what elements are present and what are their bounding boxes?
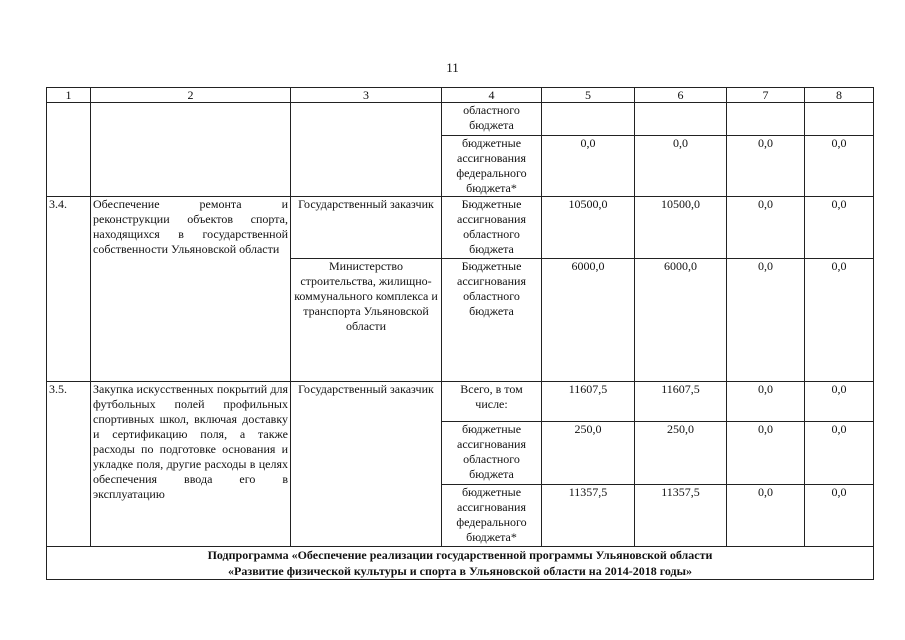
value-cell: 0,0 xyxy=(727,382,805,422)
column-header-row xyxy=(47,88,874,103)
item-number: 3.4. xyxy=(47,197,91,382)
funding-source-cell: Всего, в том числе: xyxy=(442,382,542,422)
value-cell: 10500,0 xyxy=(542,197,635,259)
value-cell: 0,0 xyxy=(542,136,635,197)
column-header: 7 xyxy=(727,88,805,103)
value-cell: 0,0 xyxy=(805,485,874,547)
table-cell xyxy=(91,103,291,197)
table-cell xyxy=(291,103,442,197)
page-number: 11 xyxy=(446,60,459,75)
value-cell: 250,0 xyxy=(542,422,635,485)
executor-cell: Государственный заказчик xyxy=(291,382,442,547)
value-cell: 11607,5 xyxy=(542,382,635,422)
value-cell: 0,0 xyxy=(805,422,874,485)
subprogram-title xyxy=(47,547,874,580)
column-header: 5 xyxy=(542,88,635,103)
table-row xyxy=(47,103,874,136)
value-cell: 0,0 xyxy=(635,136,727,197)
column-header: 3 xyxy=(291,88,442,103)
value-cell: 0,0 xyxy=(805,136,874,197)
value-cell: 6000,0 xyxy=(635,259,727,382)
value-cell: 0,0 xyxy=(727,485,805,547)
funding-source-cell: бюджетные ассигнования областного бюджета xyxy=(442,422,542,485)
value-cell: 11357,5 xyxy=(542,485,635,547)
subprogram-title-line: «Развитие физической культуры и спорта в Ульяновской области на 2014-2018 годы» xyxy=(228,564,692,578)
item-name: Обеспечение ремонта и реконструкции объектов спорта, находящихся в государственной собственности Ульяновской области xyxy=(91,197,291,382)
funding-source-cell: бюджетные ассигнования федерального бюджета* xyxy=(442,136,542,197)
value-cell: 6000,0 xyxy=(542,259,635,382)
value-cell: 10500,0 xyxy=(635,197,727,259)
value-cell: 0,0 xyxy=(805,259,874,382)
value-cell: 0,0 xyxy=(727,422,805,485)
value-cell xyxy=(542,103,635,136)
column-header: 2 xyxy=(91,88,291,103)
table-row xyxy=(47,197,874,259)
value-cell: 250,0 xyxy=(635,422,727,485)
column-header: 1 xyxy=(47,88,91,103)
funding-source-cell: Бюджетные ассигнования областного бюджета xyxy=(442,259,542,382)
subprogram-row xyxy=(47,547,874,580)
value-cell: 11357,5 xyxy=(635,485,727,547)
column-header: 4 xyxy=(442,88,542,103)
value-cell: 0,0 xyxy=(805,382,874,422)
column-header: 8 xyxy=(805,88,874,103)
subprogram-title-line: Подпрограмма «Обеспечение реализации государственной программы Ульяновской области xyxy=(207,548,713,562)
item-name: Закупка искусственных покрытий для футбольных полей профильных спортивных школ, включая доставку и сертификацию поля, а также расходы по подготовке основания и укладке поля, другие расходы в целях обеспечения ввода его в эксплуатацию xyxy=(91,382,291,547)
funding-source-cell: областного бюджета xyxy=(442,103,542,136)
value-cell: 0,0 xyxy=(727,197,805,259)
column-header: 6 xyxy=(635,88,727,103)
value-cell: 0,0 xyxy=(727,136,805,197)
value-cell: 11607,5 xyxy=(635,382,727,422)
item-number: 3.5. xyxy=(47,382,91,547)
budget-table xyxy=(46,87,874,580)
funding-source-cell: бюджетные ассигнования федерального бюджета* xyxy=(442,485,542,547)
value-cell: 0,0 xyxy=(805,197,874,259)
table-cell xyxy=(47,103,91,197)
funding-source-cell: Бюджетные ассигнования областного бюджета xyxy=(442,197,542,259)
value-cell xyxy=(635,103,727,136)
value-cell xyxy=(805,103,874,136)
value-cell: 0,0 xyxy=(727,259,805,382)
executor-cell: Государственный заказчик xyxy=(291,197,442,259)
value-cell xyxy=(727,103,805,136)
table-row xyxy=(47,382,874,422)
executor-cell: Министерство строительства, жилищно-коммунального комплекса и транспорта Ульяновской области xyxy=(291,259,442,382)
